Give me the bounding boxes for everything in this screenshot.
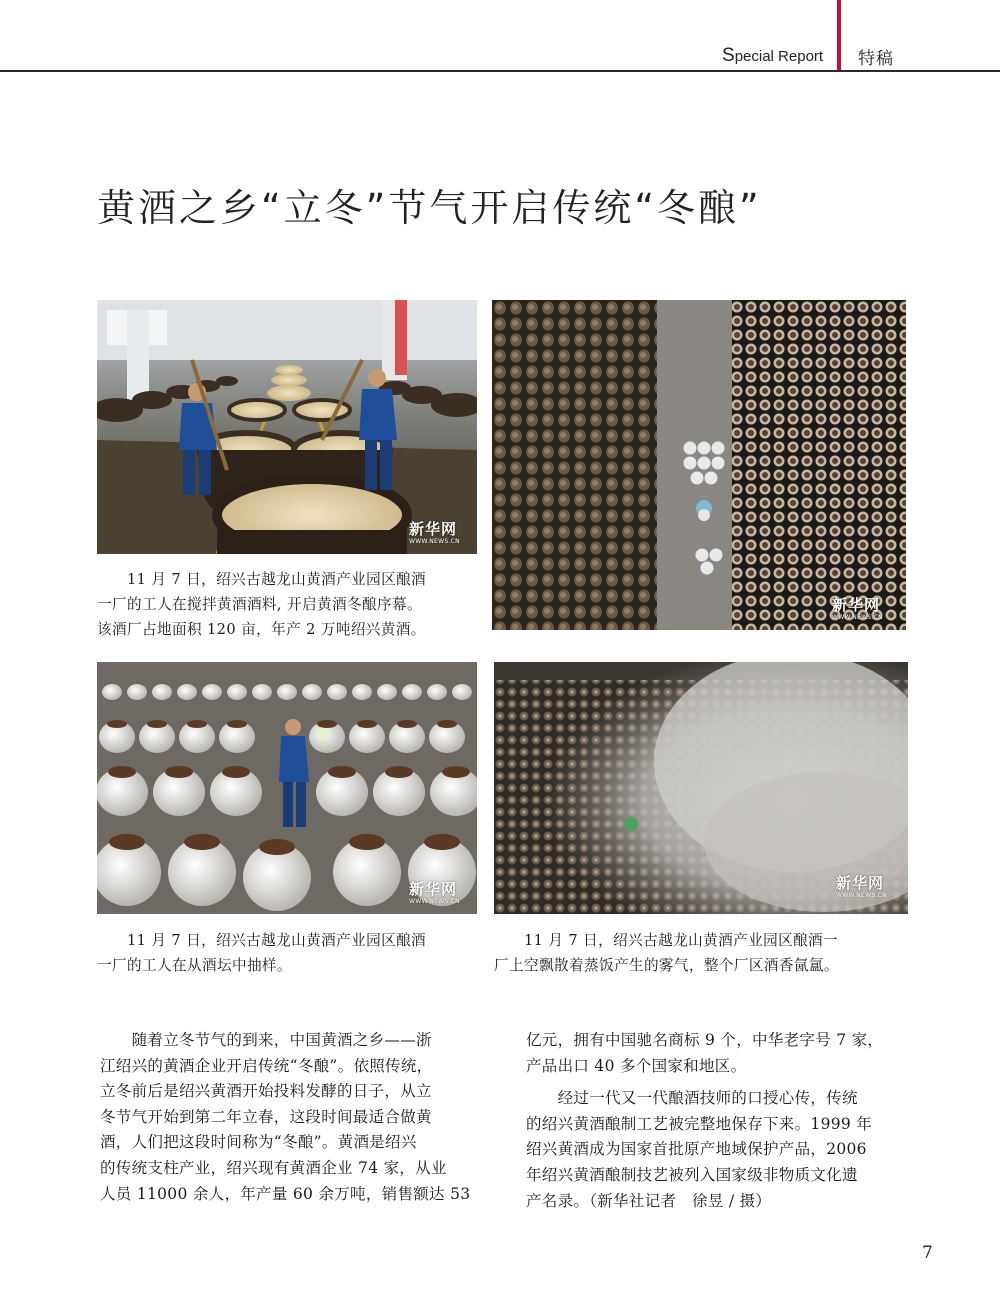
photo-aerial-jars bbox=[492, 300, 906, 630]
photo-steam-over-factory bbox=[494, 662, 908, 914]
body-text-right-column: 亿元，拥有中国驰名商标 9 个，中华老字号 7 家， 产品出口 40 多个国家和地区。 经过一代又一代酿酒技师的口授心传，传统 的绍兴黄酒酿制工艺被完整地保存下来。1999 年 绍兴黄酒成为国家首批原产地域保护产品，2006 年绍兴黄酒酿制技艺被列入国家级非物质文化遗 产名录。（新华社记者 徐昱 / 摄） bbox=[526, 1031, 884, 1210]
header-rule bbox=[0, 70, 1000, 72]
section-label-en: Special Report bbox=[722, 45, 824, 66]
page-number: 7 bbox=[922, 1243, 933, 1263]
watermark: 新华网 WWW.NEWS.CN bbox=[832, 596, 883, 621]
article-title: 黄酒之乡“立冬”节气开启传统“冬酿” bbox=[97, 186, 762, 230]
photo3-caption: 11 月 7 日，绍兴古越龙山黄酒产业园区酿酒 一厂的工人在从酒坛中抽样。 bbox=[97, 932, 427, 974]
header-accent-bar bbox=[837, 0, 841, 70]
body-text-left-column: 随着立冬节气的到来，中国黄酒之乡——浙 江绍兴的黄酒企业开启传统“冬酿”。依照传统， 立冬前后是绍兴黄酒开始投料发酵的日子，从立 冬节气开始到第二年立春，这段时间最适合做黄 酒，人们把这段时间称为“冬酿”。黄酒是绍兴 的传统支柱产业，绍兴现有黄酒企业 74 家，从业 人员 11000 余人，年产量 60 余万吨，销售额达 53 bbox=[100, 1031, 471, 1203]
photo1-caption: 11 月 7 日，绍兴古越龙山黄酒产业园区酿酒 一厂的工人在搅拌黄酒酒料, 开启黄酒冬酿序幕。 该酒厂占地面积 120 亩，年产 2 万吨绍兴黄酒。 bbox=[97, 571, 427, 638]
watermark: 新华网 WWW.NEWS.CN bbox=[409, 880, 460, 905]
watermark: 新华网 WWW.NEWS.CN bbox=[409, 520, 460, 545]
watermark: 新华网 WWW.NEWS.CN bbox=[836, 874, 887, 899]
photo-workers-stirring bbox=[97, 300, 477, 554]
photo4-caption: 11 月 7 日，绍兴古越龙山黄酒产业园区酿酒一 厂上空飘散着蒸饭产生的雾气，整个厂区酒香氤氲。 bbox=[494, 932, 839, 974]
section-label-cn: 特稿 bbox=[858, 49, 894, 69]
photo-workers-sampling bbox=[97, 662, 477, 914]
